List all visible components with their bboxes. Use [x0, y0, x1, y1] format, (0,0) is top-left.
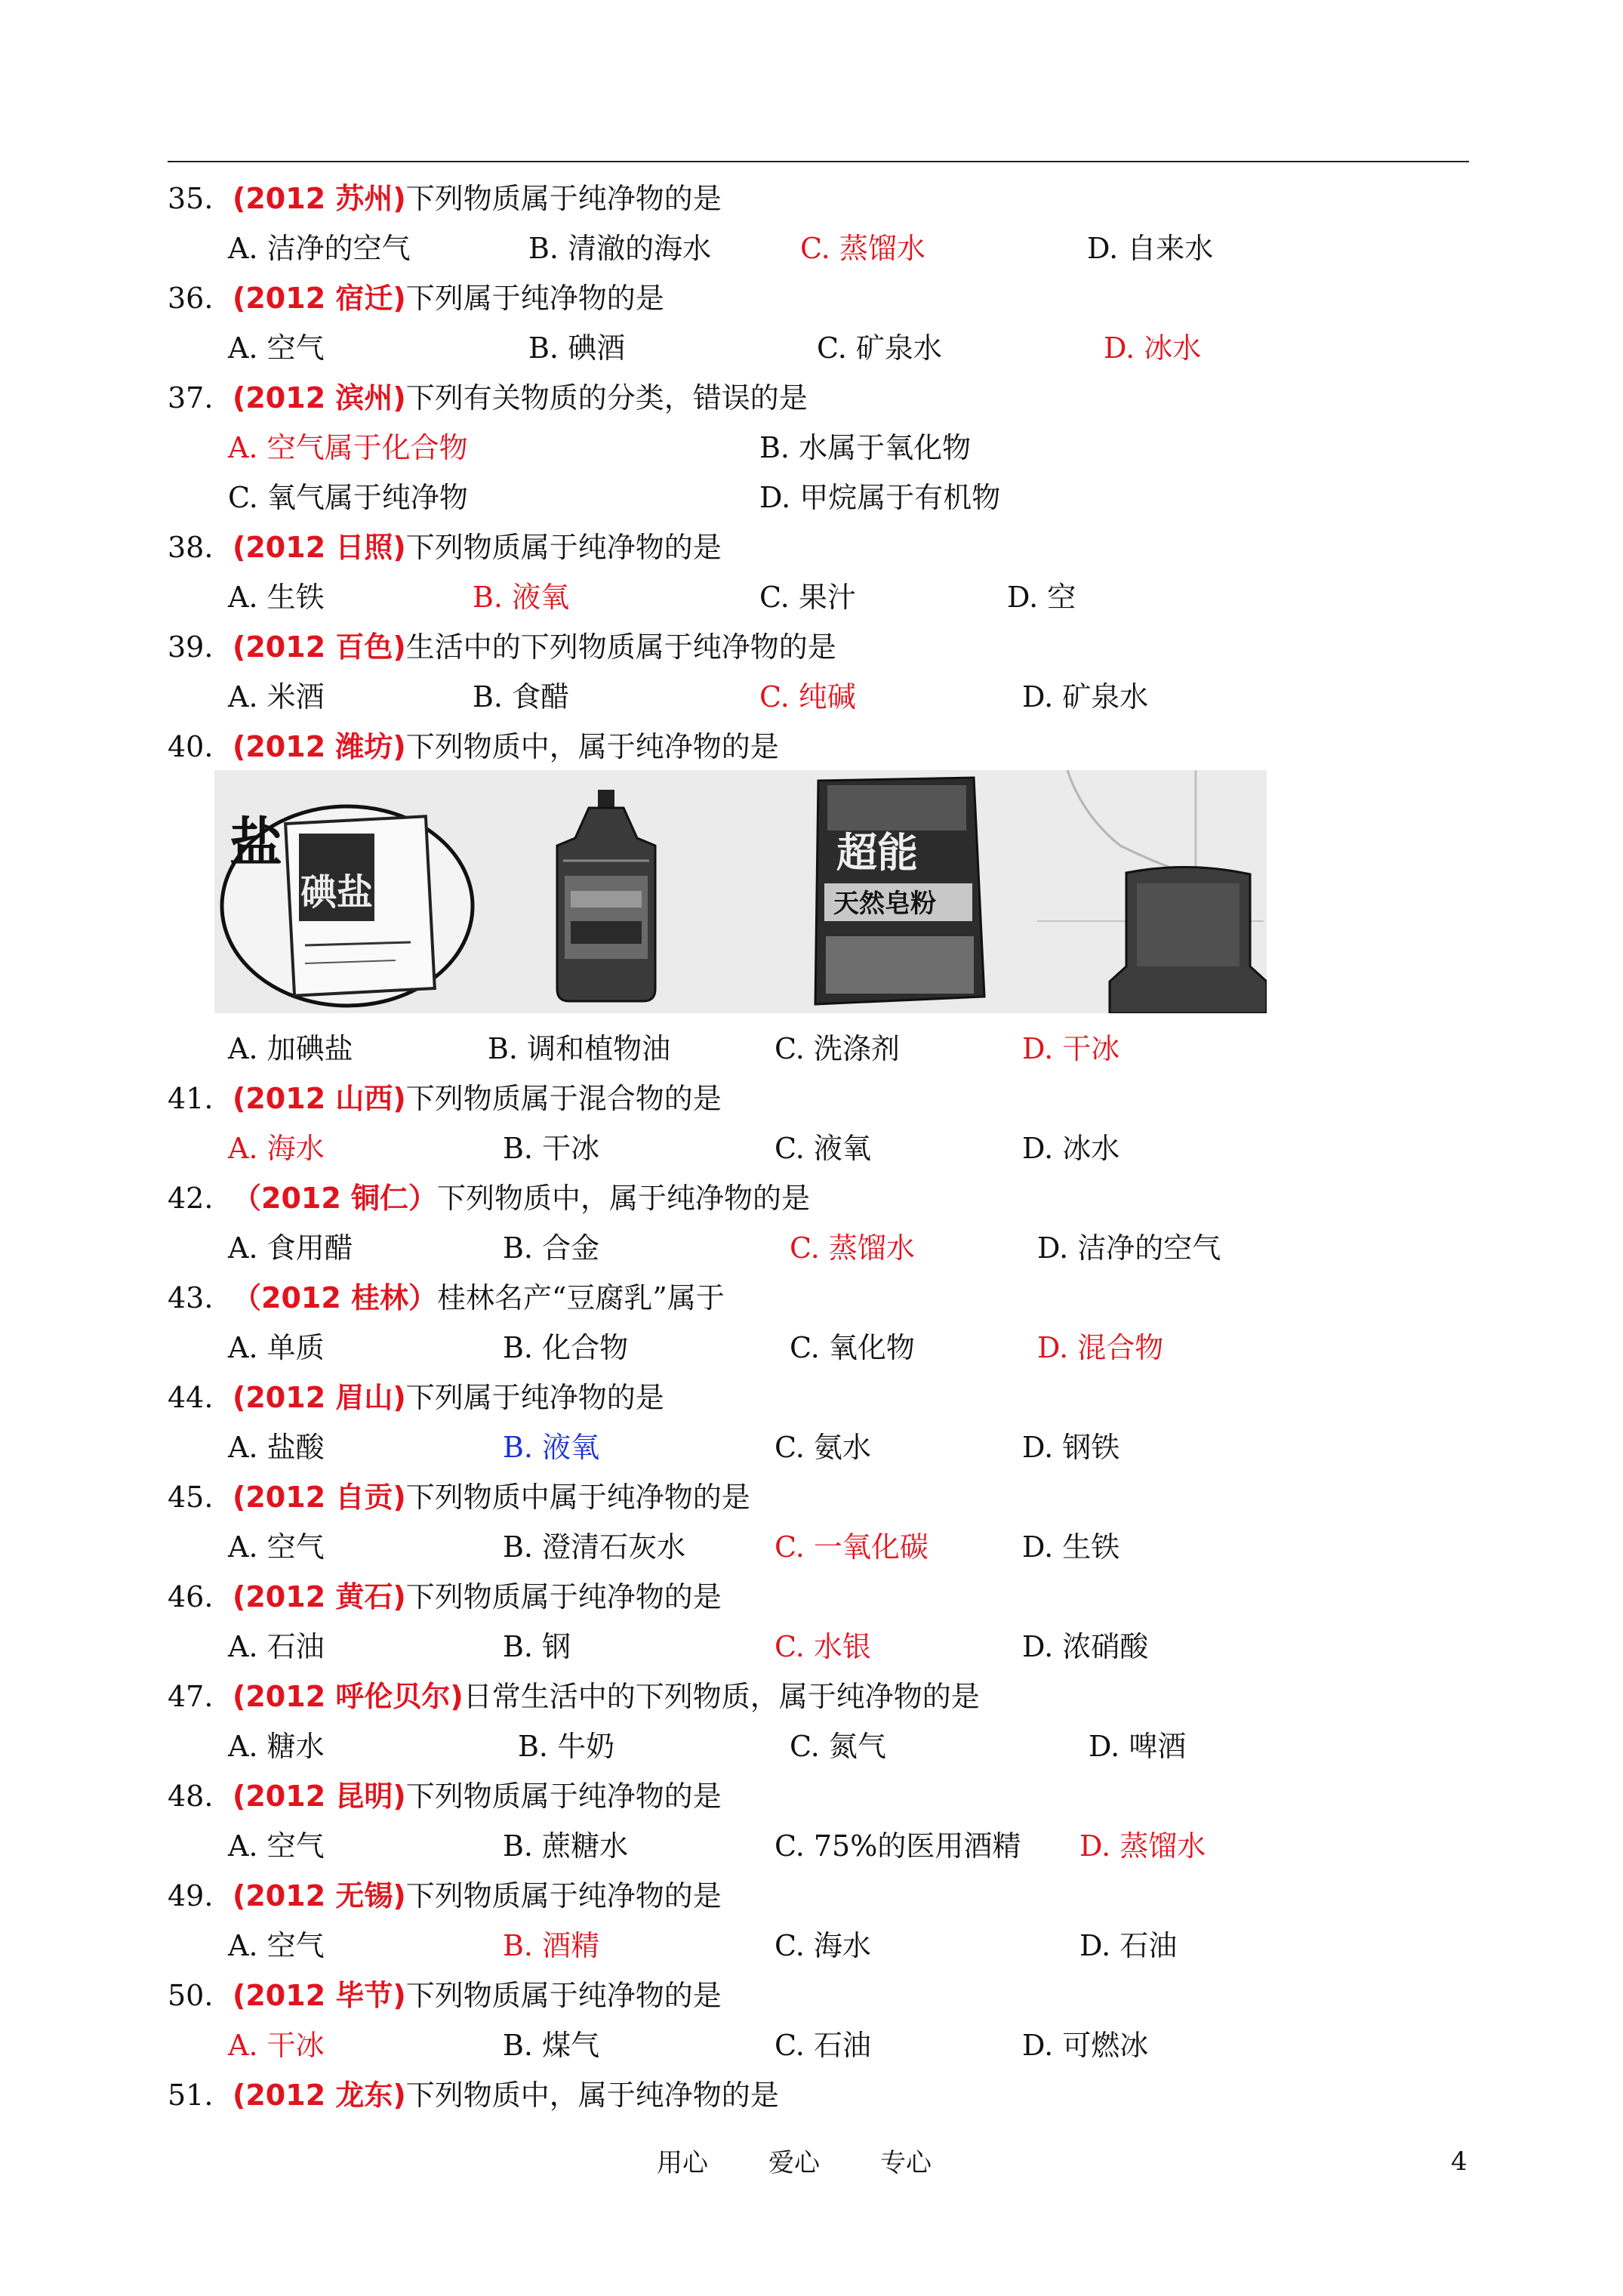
question-stem: 桂林名产“豆腐乳”属于 [437, 1281, 725, 1314]
question-source: (2012 苏州) [233, 182, 406, 215]
option-a: A. 洁净的空气 [228, 232, 411, 265]
question-46 [168, 1572, 722, 1622]
option-a: A. 生铁 [228, 581, 325, 614]
question-stem: 下列属于纯净物的是 [405, 282, 664, 315]
question-source: (2012 毕节) [233, 1979, 406, 2012]
option-c: C. 石油 [775, 2029, 871, 2062]
option-c-answer: C. 一氧化碳 [775, 1530, 929, 1564]
option-a: A. 盐酸 [228, 1431, 325, 1464]
question-51 [168, 2070, 779, 2120]
page-number: 4 [1451, 2147, 1467, 2177]
question-source: (2012 潍坊) [233, 730, 406, 763]
question-stem: 下列物质属于纯净物的是 [405, 182, 722, 215]
question-source: (2012 呼伦贝尔) [233, 1680, 463, 1713]
option-a: A. 米酒 [228, 680, 325, 713]
option-b: B. 澄清石灰水 [503, 1530, 686, 1564]
question-stem: 下列有关物质的分类，错误的是 [405, 381, 808, 415]
question-number: 43. [168, 1281, 214, 1314]
question-stem: 日常生活中的下列物质，属于纯净物的是 [463, 1680, 980, 1713]
option-c: C. 洗涤剂 [775, 1032, 900, 1065]
option-a: A. 加碘盐 [228, 1032, 353, 1065]
question-source: (2012 黄石) [233, 1580, 406, 1613]
question-source: (2012 龙东) [233, 2079, 406, 2112]
question-50 [168, 1971, 722, 2020]
question-stem: 下列物质中属于纯净物的是 [405, 1481, 750, 1514]
option-a: A. 空气 [228, 1530, 325, 1564]
option-a: A. 单质 [228, 1331, 325, 1364]
question-42 [168, 1173, 810, 1223]
option-a: A. 空气 [228, 1829, 325, 1863]
detergent-bag-image [815, 778, 984, 1004]
question-number: 35. [168, 182, 214, 215]
option-a: A. 食用醋 [228, 1231, 353, 1265]
option-a: A. 石油 [228, 1630, 325, 1663]
option-b: B. 合金 [503, 1231, 600, 1265]
question-39 [168, 622, 836, 672]
question-number: 47. [168, 1680, 214, 1713]
detergent-brand: 超能 [836, 829, 918, 877]
question-stem: 下列物质属于纯净物的是 [405, 1879, 722, 1912]
salt-bag-image [222, 806, 473, 1006]
option-b-answer: B. 液氧 [473, 581, 570, 614]
option-b: B. 清澈的海水 [528, 232, 712, 265]
option-d: D. 可燃冰 [1022, 2029, 1149, 2062]
option-b: B. 碘酒 [528, 331, 626, 365]
option-a-answer: A. 空气属于化合物 [228, 431, 468, 464]
option-c: C. 果汁 [759, 581, 856, 614]
option-c-answer: C. 蒸馏水 [800, 232, 925, 265]
question-stem: 下列物质中，属于纯净物的是 [405, 2079, 779, 2112]
question-stem: 下列物质中，属于纯净物的是 [437, 1182, 811, 1215]
question-source: (2012 滨州) [233, 381, 406, 415]
question-37 [168, 373, 808, 423]
question-source: (2012 无锡) [233, 1879, 406, 1912]
question-source: (2012 百色) [233, 630, 406, 664]
option-c: C. 氮气 [790, 1730, 886, 1763]
salt-label: 盐 [229, 812, 282, 874]
question-number: 37. [168, 381, 214, 415]
option-c: C. 氧气属于纯净物 [228, 481, 468, 514]
option-b: B. 干冰 [503, 1132, 600, 1165]
option-d: D. 冰水 [1022, 1132, 1120, 1165]
option-b: B. 蔗糖水 [503, 1829, 629, 1863]
question-number: 42. [168, 1182, 214, 1215]
option-b: B. 调和植物油 [488, 1032, 671, 1065]
question-source: (2012 眉山) [233, 1381, 406, 1414]
question-number: 41. [168, 1082, 214, 1115]
option-c: C. 氧化物 [790, 1331, 915, 1364]
question-48 [168, 1771, 722, 1821]
question-stem: 下列物质属于纯净物的是 [405, 1979, 722, 2012]
question-number: 48. [168, 1780, 214, 1813]
question-number: 46. [168, 1580, 214, 1613]
question-number: 38. [168, 531, 214, 564]
question-number: 49. [168, 1879, 214, 1912]
question-number: 39. [168, 630, 214, 664]
question-number: 36. [168, 282, 214, 315]
question-number: 50. [168, 1979, 214, 2012]
option-a: A. 空气 [228, 1929, 325, 1962]
question-44 [168, 1373, 664, 1422]
question-38 [168, 522, 722, 572]
question-number: 44. [168, 1381, 214, 1414]
option-c-answer: C. 水银 [775, 1630, 871, 1663]
option-d-answer: D. 混合物 [1037, 1331, 1164, 1364]
salt-bag-label: 碘盐 [300, 871, 374, 914]
footer-item-1: 用心 [657, 2148, 708, 2178]
question-stem: 下列属于纯净物的是 [405, 1381, 664, 1414]
option-b: B. 钢 [503, 1630, 571, 1663]
question-source: （2012 桂林） [233, 1281, 437, 1314]
question-stem: 生活中的下列物质属于纯净物的是 [405, 630, 836, 664]
option-b: B. 水属于氧化物 [759, 431, 972, 464]
option-a-answer: A. 干冰 [228, 2029, 325, 2062]
option-c: C. 矿泉水 [817, 331, 942, 365]
option-b: B. 牛奶 [518, 1730, 615, 1763]
question-40-figure [214, 770, 1267, 1013]
option-d: D. 自来水 [1087, 232, 1214, 265]
question-source: (2012 山西) [233, 1082, 406, 1115]
option-d-answer: D. 冰水 [1104, 331, 1202, 365]
detergent-sub: 天然皂粉 [833, 889, 936, 919]
option-d-answer: D. 干冰 [1022, 1032, 1120, 1065]
option-d: D. 空 [1007, 581, 1076, 614]
question-36 [168, 273, 664, 323]
option-d-answer: D. 蒸馏水 [1079, 1829, 1206, 1863]
question-stem: 下列物质属于纯净物的是 [405, 1580, 722, 1613]
option-b-answer: B. 液氧 [503, 1431, 600, 1464]
question-stem: 下列物质属于混合物的是 [405, 1082, 722, 1115]
option-c-answer: C. 纯碱 [759, 680, 856, 713]
question-40 [168, 722, 779, 772]
question-stem: 下列物质中，属于纯净物的是 [405, 730, 779, 763]
option-b: B. 食醋 [473, 680, 570, 713]
question-number: 40. [168, 730, 214, 763]
question-source: (2012 日照) [233, 531, 406, 564]
option-d: D. 甲烷属于有机物 [759, 481, 1001, 514]
option-d: D. 钢铁 [1022, 1431, 1120, 1464]
option-a: A. 糖水 [228, 1730, 325, 1763]
question-stem: 下列物质属于纯净物的是 [405, 1780, 722, 1813]
option-b-answer: B. 酒精 [503, 1929, 600, 1962]
question-source: (2012 昆明) [233, 1780, 406, 1813]
question-49 [168, 1871, 722, 1921]
question-number: 51. [168, 2079, 214, 2112]
question-source: (2012 自贡) [233, 1481, 406, 1514]
option-a-answer: A. 海水 [228, 1132, 325, 1165]
option-d: D. 洁净的空气 [1037, 1231, 1221, 1265]
header-rule [168, 161, 1469, 162]
option-c: C. 液氧 [775, 1132, 871, 1165]
option-b: B. 煤气 [503, 2029, 600, 2062]
question-source: (2012 宿迁) [233, 282, 406, 315]
option-a: A. 空气 [228, 331, 325, 365]
option-d: D. 生铁 [1022, 1530, 1120, 1564]
option-b: B. 化合物 [503, 1331, 629, 1364]
option-d: D. 啤酒 [1089, 1730, 1187, 1763]
question-43 [168, 1273, 725, 1323]
option-c: C. 海水 [775, 1929, 871, 1962]
option-c: C. 75%的医用酒精 [775, 1829, 1021, 1863]
option-d: D. 浓硝酸 [1022, 1630, 1149, 1663]
option-d: D. 矿泉水 [1022, 680, 1149, 713]
footer-item-3: 专心 [880, 2148, 932, 2178]
footer-item-2: 爱心 [768, 2148, 820, 2178]
question-47 [168, 1672, 980, 1721]
question-source: （2012 铜仁） [233, 1182, 437, 1215]
option-d: D. 石油 [1079, 1929, 1178, 1962]
question-stem: 下列物质属于纯净物的是 [405, 531, 722, 564]
option-c: C. 氨水 [775, 1431, 871, 1464]
question-45 [168, 1472, 750, 1522]
question-41 [168, 1074, 722, 1123]
option-c-answer: C. 蒸馏水 [790, 1231, 915, 1265]
question-35 [168, 174, 722, 223]
question-number: 45. [168, 1481, 214, 1514]
